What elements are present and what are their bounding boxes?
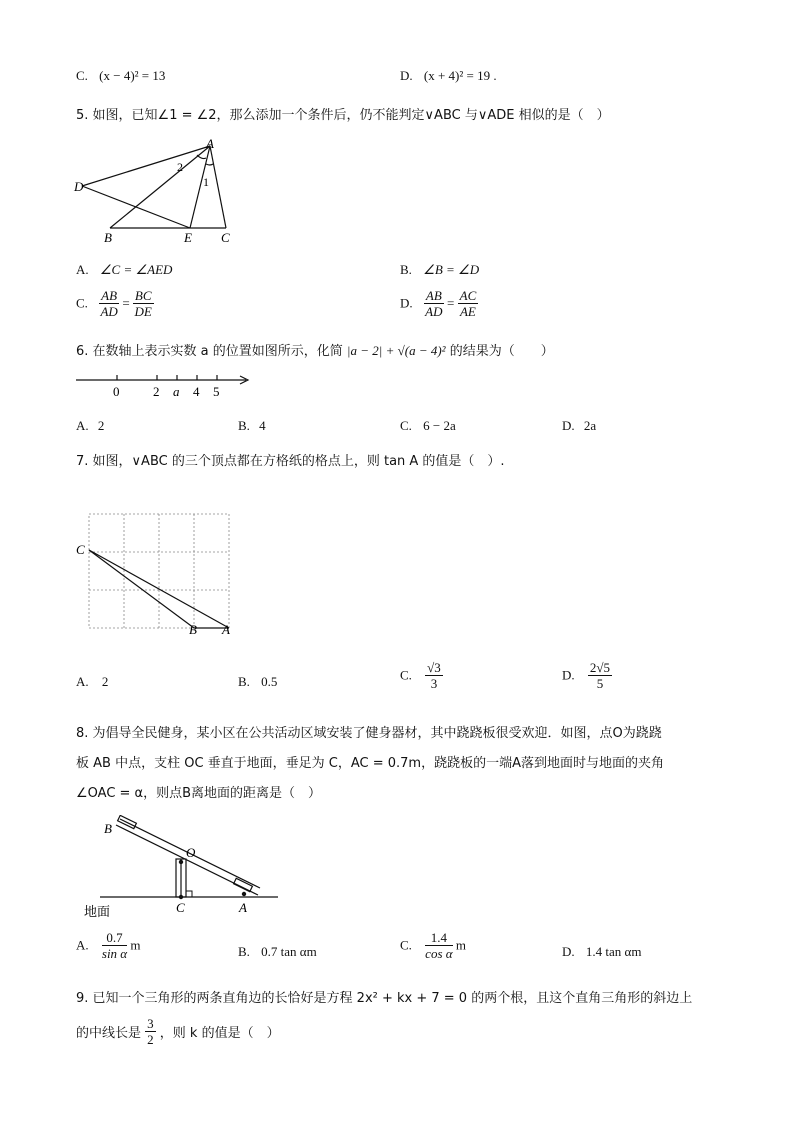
fraction — [425, 930, 452, 961]
option-label: D. — [562, 418, 575, 433]
option-label: A. — [76, 262, 89, 277]
fig5-angle-2: 2 — [177, 160, 183, 174]
q8-stem-line-2: 板 AB 中点，支柱 OC 垂直于地面，垂足为 C，AC = 0.7m，跷跷板的一端A落到地面时与地面的夹角 — [76, 756, 664, 771]
option-label: C. — [400, 418, 412, 433]
option-label: B. — [238, 674, 250, 689]
q7-option-d[interactable] — [562, 660, 612, 691]
q5-stem: 5. 如图，已知∠1 = ∠2，那么添加一个条件后，仍不能判定∨ABC 与∨ADE 相似的是（ ） — [76, 108, 610, 123]
fig5-angle-1: 1 — [203, 175, 209, 189]
fig8-label-c: C — [176, 900, 185, 915]
option-expr: ∠B = ∠D — [423, 262, 480, 277]
denominator: 5 — [596, 676, 604, 691]
option-label: D. — [562, 667, 575, 683]
stem-prefix: 的中线长是 — [76, 1026, 142, 1041]
numerator: 3 — [147, 1016, 154, 1031]
q8-option-b[interactable] — [238, 944, 317, 960]
denominator: 2 — [147, 1032, 154, 1047]
denominator: AE — [459, 304, 476, 319]
fig7-label-c: C — [76, 542, 85, 557]
q7-option-a[interactable] — [76, 674, 108, 690]
option-label: A. — [76, 937, 89, 953]
denominator: cos α — [425, 946, 453, 961]
fig7-label-a: A — [222, 622, 230, 637]
q7-stem: 7. 如图，∨ABC 的三个顶点都在方格纸的格点上，则 tan A 的值是（ ）. — [76, 454, 505, 469]
numerator: AC — [459, 288, 477, 303]
stem-suffix: ，则 k 的值是（ ） — [159, 1026, 280, 1041]
fig5-label-a: A — [206, 136, 214, 151]
option-expr: 0.7 tan αm — [261, 944, 317, 959]
option-label: D. — [400, 295, 413, 311]
q4-option-c[interactable] — [76, 68, 165, 84]
option-expr: 2 — [101, 674, 109, 689]
q5-option-a[interactable] — [76, 262, 172, 278]
tick-label-5: 5 — [213, 384, 220, 399]
stem-prefix: 6. 在数轴上表示实数 a 的位置如图所示，化简 — [76, 344, 343, 359]
fig8-label-ground: 地面 — [84, 905, 111, 920]
option-label: C. — [76, 295, 88, 311]
fraction — [99, 288, 119, 319]
tick-label-4: 4 — [193, 384, 200, 399]
fraction — [133, 288, 154, 319]
q8-stem-line-3: ∠OAC = α，则点B离地面的距离是（ ） — [76, 786, 322, 801]
q8-seesaw-figure — [76, 815, 286, 921]
fraction — [102, 930, 127, 961]
option-label: B. — [238, 418, 250, 433]
q6-option-d[interactable] — [562, 418, 596, 434]
q6-option-c[interactable] — [400, 418, 456, 434]
fig8-label-o: O — [186, 845, 196, 860]
fig5-label-e: E — [184, 230, 192, 245]
denominator: 3 — [430, 676, 438, 691]
q6-option-b[interactable] — [238, 418, 266, 434]
q7-option-b[interactable] — [238, 674, 277, 690]
stem-suffix: 的结果为（ ） — [449, 344, 554, 359]
q8-option-c[interactable] — [400, 930, 466, 961]
option-label: B. — [238, 944, 250, 959]
q6-number-line — [72, 370, 262, 402]
q5-figure — [70, 134, 250, 246]
q6-stem — [76, 340, 554, 359]
fig7-label-b: B — [189, 622, 197, 637]
denominator: AD — [425, 304, 443, 319]
option-label: D. — [562, 944, 575, 959]
option-label: D. — [400, 68, 413, 83]
q8-option-d[interactable] — [562, 944, 641, 960]
option-expr: 4 — [259, 418, 266, 433]
stem-expression: |a − 2| + √(a − 4)² — [346, 343, 446, 358]
q7-option-c[interactable] — [400, 660, 443, 691]
numerator: BC — [134, 288, 152, 303]
numerator: AB — [425, 288, 442, 303]
fig8-label-b: B — [104, 821, 112, 836]
option-label: C. — [400, 667, 412, 683]
q9-stem-line-1: 9. 已知一个三角形的两条直角边的长恰好是方程 2x² + kx + 7 = 0 的两个根，且这个直角三角形的斜边上 — [76, 991, 693, 1006]
denominator: DE — [134, 304, 152, 319]
option-expr: 6 − 2a — [423, 418, 456, 433]
q6-option-a[interactable] — [76, 418, 104, 434]
denominator: sin α — [101, 946, 128, 961]
q9-stem-line-2 — [76, 1016, 280, 1047]
tick-label-a: a — [173, 384, 180, 399]
option-expr: ∠C = ∠AED — [99, 262, 173, 277]
option-label: B. — [400, 262, 412, 277]
fraction — [458, 288, 479, 319]
q8-option-a[interactable] — [76, 930, 141, 961]
q7-grid-figure — [72, 508, 242, 638]
q8-stem-line-1: 8. 为倡导全民健身，某小区在公共活动区域安装了健身器材，其中跷跷板很受欢迎．如图，点O为跷跷 — [76, 726, 662, 741]
option-label: A. — [76, 674, 89, 689]
option-expr: (x + 4)² = 19 . — [423, 68, 497, 83]
option-expr: 0.5 — [261, 674, 278, 689]
q5-option-c[interactable]: C. $\frac{AB}{AD}$ = $\frac{BC}{DE}$ — [76, 288, 152, 319]
fig5-label-c: C — [221, 230, 230, 245]
numerator: 0.7 — [102, 930, 127, 946]
option-label: A. — [76, 418, 89, 433]
numerator: 1.4 — [425, 930, 452, 946]
fraction — [425, 660, 443, 691]
tick-label-0: 0 — [113, 384, 120, 399]
numerator: 2√5 — [589, 660, 611, 675]
tick-label-2: 2 — [153, 384, 160, 399]
fraction — [145, 1016, 156, 1047]
fig5-label-d: D — [74, 179, 84, 194]
q5-option-d[interactable]: D. $\frac{AB}{AD}$ = $\frac{AC}{AE}$ — [400, 288, 477, 319]
option-label: C. — [76, 68, 88, 83]
numerator: √3 — [427, 660, 441, 675]
q5-option-b[interactable] — [400, 262, 479, 278]
unit: m — [455, 937, 466, 953]
fig8-label-a: A — [239, 900, 247, 915]
denominator: AD — [100, 304, 118, 319]
option-label: C. — [400, 937, 412, 953]
fraction — [424, 288, 444, 319]
option-expr: (x − 4)² = 13 — [99, 68, 166, 83]
option-expr: 2 — [97, 418, 105, 433]
fraction — [588, 660, 612, 691]
unit: m — [130, 937, 141, 953]
option-expr: 2a — [583, 418, 597, 433]
numerator: AB — [101, 288, 118, 303]
option-expr: 1.4 tan αm — [585, 944, 642, 959]
fig5-label-b: B — [104, 230, 112, 245]
q4-option-d[interactable] — [400, 68, 497, 84]
